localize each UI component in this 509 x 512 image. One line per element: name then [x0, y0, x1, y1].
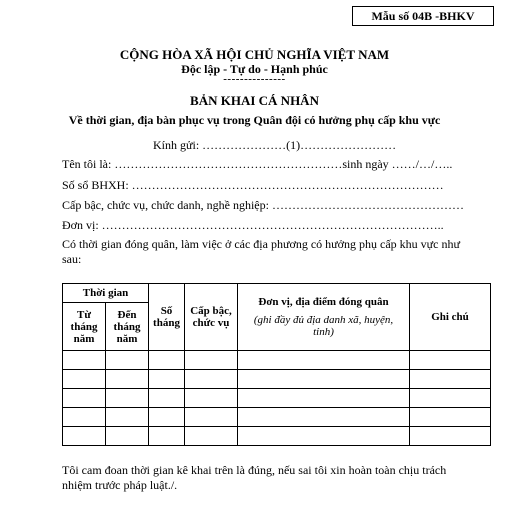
table-cell: [106, 351, 149, 370]
table-cell: [106, 370, 149, 389]
table-cell: [410, 351, 491, 370]
table-cell: [149, 370, 185, 389]
unit-location-note: (ghi đầy đủ địa danh xã, huyện, tỉnh): [253, 314, 394, 338]
table-cell: [149, 427, 185, 446]
table-cell: [410, 389, 491, 408]
unit-location-header: [238, 284, 410, 351]
table-cell: [410, 370, 491, 389]
table-cell: [238, 427, 410, 446]
table-cell: [185, 408, 238, 427]
document-subtitle: Về thời gian, địa bàn phục vụ trong Quân đội có hưởng phụ cấp khu vực: [68, 113, 441, 127]
table-cell: [410, 427, 491, 446]
national-motto: Độc lập - Tự do - Hạnh phúc: [181, 62, 328, 76]
table-body: [63, 351, 491, 446]
table-cell: [238, 389, 410, 408]
table-cell: [63, 351, 106, 370]
table-cell: [149, 389, 185, 408]
table-row: [63, 351, 491, 370]
declaration-paragraph: Tôi cam đoan thời gian kê khai trên là đúng, nếu sai tôi xin hoàn toàn chịu trách nhiệm trước pháp luật./.: [62, 463, 447, 492]
table-cell: [238, 408, 410, 427]
from-date-header: Từ tháng năm: [63, 303, 106, 351]
document-title: BẢN KHAI CÁ NHÂN: [190, 93, 319, 108]
unit-location-title: Đơn vị, địa điểm đóng quân: [258, 296, 389, 308]
table-cell: [63, 427, 106, 446]
table-cell: [106, 389, 149, 408]
table-cell: [149, 351, 185, 370]
note-header: Ghi chú: [410, 284, 491, 351]
intro-paragraph: Có thời gian đóng quân, làm việc ở các địa phương có hưởng phụ cấp khu vực như sau:: [62, 237, 460, 266]
table-cell: [185, 427, 238, 446]
table-cell: [185, 351, 238, 370]
national-title: CỘNG HÒA XÃ HỘI CHỦ NGHĨA VIỆT NAM: [119, 47, 390, 62]
table-row: [63, 370, 491, 389]
table-cell: [106, 408, 149, 427]
service-time-table: [62, 283, 491, 446]
table-cell: [185, 389, 238, 408]
time-group-header: Thời gian: [63, 284, 149, 303]
table-cell: [63, 389, 106, 408]
rank-header: Cấp bậc, chức vụ: [185, 284, 238, 351]
table-cell: [238, 351, 410, 370]
table-cell: [63, 370, 106, 389]
recipient-line: Kính gửi: …………………(1)……………………: [153, 138, 397, 152]
bhxh-field-line: Số sổ BHXH: ……………………………………………………………………: [62, 178, 444, 192]
table-cell: [149, 408, 185, 427]
table-row: [63, 389, 491, 408]
table-cell: [63, 408, 106, 427]
name-field-line: Tên tôi là: …………………………………………………sinh ngày ……/…/…..: [62, 157, 453, 171]
table-cell: [410, 408, 491, 427]
to-date-header: Đến tháng năm: [106, 303, 149, 351]
table-cell: [106, 427, 149, 446]
table-cell: [238, 370, 410, 389]
table-row: [63, 427, 491, 446]
months-header: Số tháng: [149, 284, 185, 351]
rank-field-line: Cấp bậc, chức vụ, chức danh, nghề nghiệp: …………………………………………: [62, 198, 464, 212]
table-cell: [185, 370, 238, 389]
header-divider: ---------------: [223, 73, 286, 85]
form-code-box: Mẫu số 04B -BHKV: [352, 6, 494, 26]
unit-field-line: Đơn vị: …………………………………………………………………………..: [62, 218, 444, 232]
table-row: [63, 408, 491, 427]
